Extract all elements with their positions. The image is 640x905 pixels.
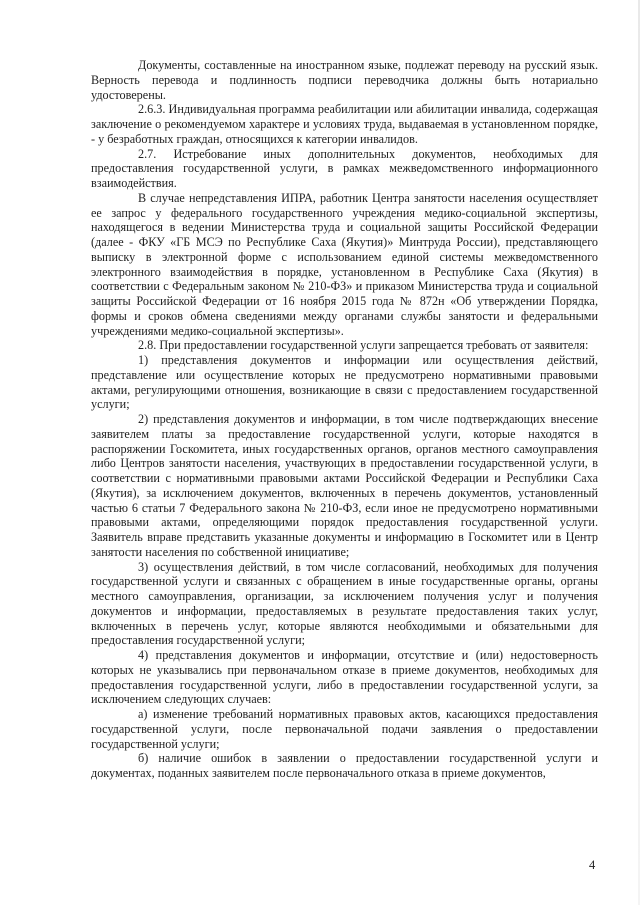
list-item-1: 1) представления документов и информации или осуществления действий, представление или осуществление которых не предусмотрено нормативными правовыми актами, регулирующими отношения, возникающие в связи с предоставлением государственной услуги; xyxy=(91,353,598,412)
sub-item-b: б) наличие ошибок в заявлении о предоставлении государственной услуги и документах, поданных заявителем после первоначального отказа в приеме документов, xyxy=(91,751,598,780)
list-item-4: 4) представления документов и информации, отсутствие и (или) недостоверность которых не указывались при первоначальном отказе в приеме документов, необходимых для предоставления государственной услуги, либо в предоставлении государственной услуги, за исключением следующих случаев: xyxy=(91,648,598,707)
list-item-3: 3) осуществления действий, в том числе согласований, необходимых для получения государственной услуги и связанных с обращением в иные государственные органы, органы местного самоуправления, организации, за исключением получения услуг и получения документов и информации, предоставляемых в результате предоставления таких услуг, включенных в перечень услуг, которые являются необходимыми и обязательными для предоставления государственной услуги; xyxy=(91,559,598,648)
paragraph-foreign-documents: Документы, составленные на иностранном языке, подлежат переводу на русский язык. Верность перевода и подлинность подписи переводчика должны быть нотариально удостоверены. xyxy=(91,58,598,102)
paragraph-2-8: 2.8. При предоставлении государственной услуги запрещается требовать от заявителя: xyxy=(138,338,589,353)
paragraph-2-6-3: 2.6.3. Индивидуальная программа реабилитации или абилитации инвалида, содержащая заключение о рекомендуемом характере и условиях труда, выдаваемая в установленном порядке, - у безработных граждан, относящихся к категории инвалидов. xyxy=(91,102,598,146)
list-item-2: 2) представления документов и информации, в том числе подтверждающих внесение заявителем платы за предоставление государственной услуги, которые находятся в распоряжении Госкомитета, иных государственных органов, органов местного самоуправления либо Центров занятости населения, участвующих в предоставлении государственной услуги, в соответствии с нормативными правовыми актами Российской Федерации и Республики Саха (Якутия), за исключением документов, включенных в перечень документов, установленный частью 6 статьи 7 Федерального закона № 210-ФЗ, если иное не предусмотрено нормативными правовыми актами, определяющими порядок предоставления государственной услуги. Заявитель вправе представить указанные документы и информацию в Госкомитет или в Центр занятости населения по собственной инициативе; xyxy=(91,412,598,559)
sub-item-a: а) изменение требований нормативных правовых актов, касающихся предоставления государственной услуги, после первоначальной подачи заявления о предоставлении государственной услуги; xyxy=(91,707,598,751)
document-body xyxy=(91,58,598,781)
paragraph-2-7: 2.7. Истребование иных дополнительных документов, необходимых для предоставления государственной услуги, в рамках межведомственного информационного взаимодействия. xyxy=(91,146,598,190)
page-number: 4 xyxy=(589,858,596,872)
paragraph-ipra-request: В случае непредставления ИПРА, работник Центра занятости населения осуществляет ее запрос у федерального государственного учреждения медико-социальной экспертизы, находящегося в ведении Министерства труда и социальной защиты Российской Федерации (далее - ФКУ «ГБ МСЭ по Республике Саха (Якутия)» Минтруда России), представляющего выписку в электронной форме с использованием единой системы межведомственного электронного взаимодействия в порядке, установленном в Республике Саха (Якутия) в соответствии с Федеральным законом № 210-ФЗ» и приказом Министерства труда и социальной защиты Российской Федерации от 16 ноября 2015 года № 872н «Об утверждении Порядка, формы и сроков обмена сведениями между органами службы занятости и федеральными учреждениями медико-социальной экспертизы». xyxy=(91,190,598,338)
